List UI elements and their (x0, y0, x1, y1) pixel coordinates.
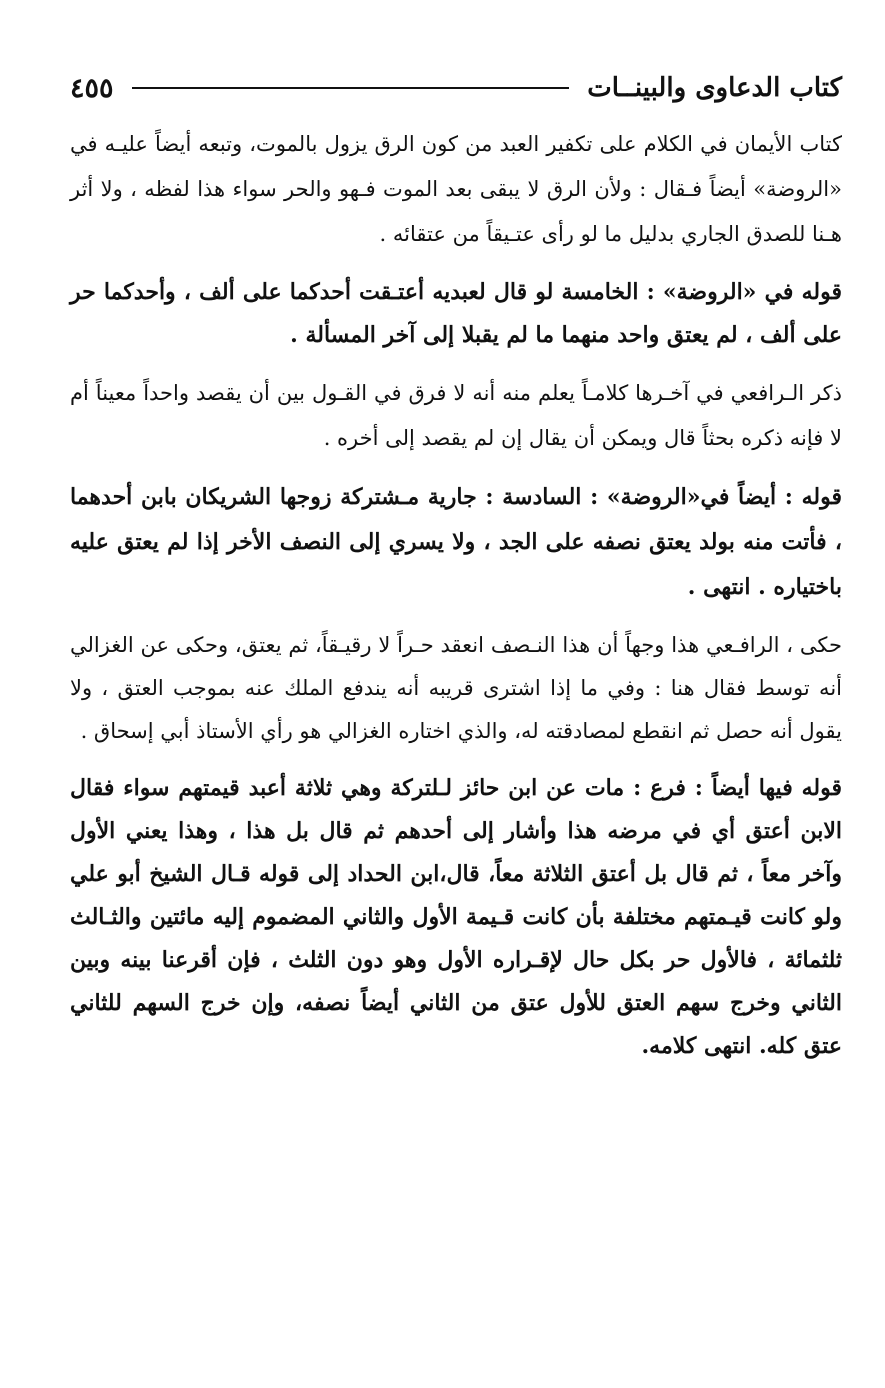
paragraph-4-quotation: قوله : أيضاً في«الروضة» : السادسة : جارية مـشتركة زوجها الشريكان بابن أحدهما ، فأتت منه بولد يعتق نصفه على الجد ، ولا يسري إلى النصف الأخر إذا لم يعتق عليه باختياره . انتهى . (70, 484, 842, 600)
page-number: ٤٥٥ (70, 72, 114, 104)
running-header (70, 62, 842, 114)
page-body (70, 122, 842, 1068)
header-rule (132, 87, 570, 89)
paragraph-2-quotation: قوله في «الروضة» : الخامسة لو قال لعبديه أعتـقت أحدكما على ألف ، وأحدكما حر على ألف ، لم يعتق واحد منهما ما لم يقبلا إلى آخر المسألة . (70, 279, 842, 348)
paragraph-1: كتاب الأيمان في الكلام على تكفير العبد من كون الرق يزول بالموت، وتبعه أيضاً عليـه في «الروضة» أيضاً فـقال : ولأن الرق لا يبقى بعد الموت فـهو والحر سواء هذا لفظه ، ولا أثر هـنا للصدق الجاري بدليل ما لو رأى عتـيقاً من عتقائه . (70, 132, 842, 246)
paragraph-3: ذكر الـرافعي في آخـرها كلامـاً يعلم منه أنه لا فرق في القـول بين أن يقصد واحداً معيناً أم لا فإنه ذكره بحثاً قال ويمكن أن يقال إن لم يقصد إلى أخره . (70, 381, 842, 450)
paragraph-5: حكى ، الرافـعي هذا وجهاً أن هذا النـصف انعقد حـراً لا رقيـقاً، ثم يعتق، وحكى عن الغزالي أنه توسط فقال هنا : وفي ما إذا اشترى قريبه أنه يندفع الملك عنه بموجب العتق ، ولا يقول أنه حصل ثم انقطع لمصادقته له، والذي اختاره الغزالي هو رأي الأستاذ أبي إسحاق . (70, 633, 842, 743)
book-title: كتاب الدعاوى والبينــات (587, 73, 842, 103)
paragraph-6-quotation: قوله فيها أيضاً : فرع : مات عن ابن حائز لـلتركة وهي ثلاثة أعبد قيمتهم سواء فقال الابن أعتق أي في مرضه هذا وأشار إلى أحدهم ثم قال بل هذا ، وهذا يعني الأول وآخر معاً ، ثم قال بل أعتق الثلاثة معاً، قال،ابن الحداد إلى قوله قـال الشيخ أبو علي ولو كانت قيـمتهم مختلفة بأن كانت قـيمة الأول والثاني المضموم إليه مائتين والثـالث ثلثمائة ، فالأول حر بكل حال لإقـراره الأول وهو دون الثلث ، فإن أقرعنا بينه وبين الثاني وخرج سهم العتق للأول عتق من الثاني أيضاً نصفه، وإن خرج السهم للثاني عتق كله. انتهى كلامه. (70, 775, 842, 1059)
book-page (70, 62, 842, 1362)
